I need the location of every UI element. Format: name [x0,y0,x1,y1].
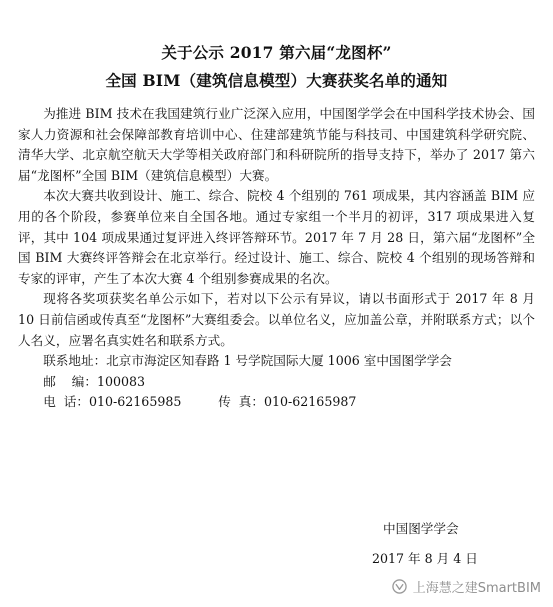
contact-address: 联系地址：北京市海淀区知春路 1 号学院国际大厦 1006 室中国图学学会 [43,353,452,369]
wechat-channel-icon [392,579,407,594]
paragraph-announcement: 现将各奖项获奖名单公示如下，若对以下公示有异议，请以书面形式于 2017 年 8 月 10 日前信函或传真至“龙图杯”大赛组委会。以单位名义，应加盖公章，并附联系方式；以个人名义，应署名真实姓名和联系方式。 [18,291,535,348]
watermark-text: 上海慧之建SmartBIM [412,581,541,596]
contact-fax: 传 真：010-62165987 [218,394,357,410]
signature-org: 中国图学学会 [383,521,459,536]
watermark [392,577,541,596]
notice-body [18,104,535,413]
signature-date: 2017 年 8 月 4 日 [372,551,478,566]
contact-postcode: 邮 编：100083 [43,373,146,389]
contact-phone-fax-row [18,392,535,413]
paragraph-intro: 为推进 BIM 技术在我国建筑行业广泛深入应用，中国图学学会在中国科学技术协会、国家人力资源和社会保障部教育培训中心、住建部建筑节能与科技司、中国建筑科学研究院、清华大学、北京航空航天大学等相关政府部门和科研院所的指导支持下，举办了 2017 第六届“龙图杯”全国 BIM（建筑信息模型）大赛。 [18,106,535,183]
notice-title-line2: 全国 BIM（建筑信息模型）大赛获奖名单的通知 [105,71,448,90]
notice-title-line1: 关于公示 2017 第六届“龙图杯” [161,43,392,62]
paragraph-competition: 本次大赛共收到设计、施工、综合、院校 4 个组别的 761 项成果，其内容涵盖 BIM 应用的各个阶段，参赛单位来自全国各地。通过专家组一个半月的初评，317 项成果进入复评，其中 104 项成果通过复评进入终评答辩环节。2017 年 7 月 28 日，第六届“龙图杯”全国 BIM 大赛终评答辩会在北京举行。经过设计、施工、综合、院校 4 个组别的现场答辩和专家的评审，产生了本次大赛 4 个组别参赛成果的名次。 [18,188,535,286]
contact-phone: 电 话：010-62165985 [43,394,182,410]
